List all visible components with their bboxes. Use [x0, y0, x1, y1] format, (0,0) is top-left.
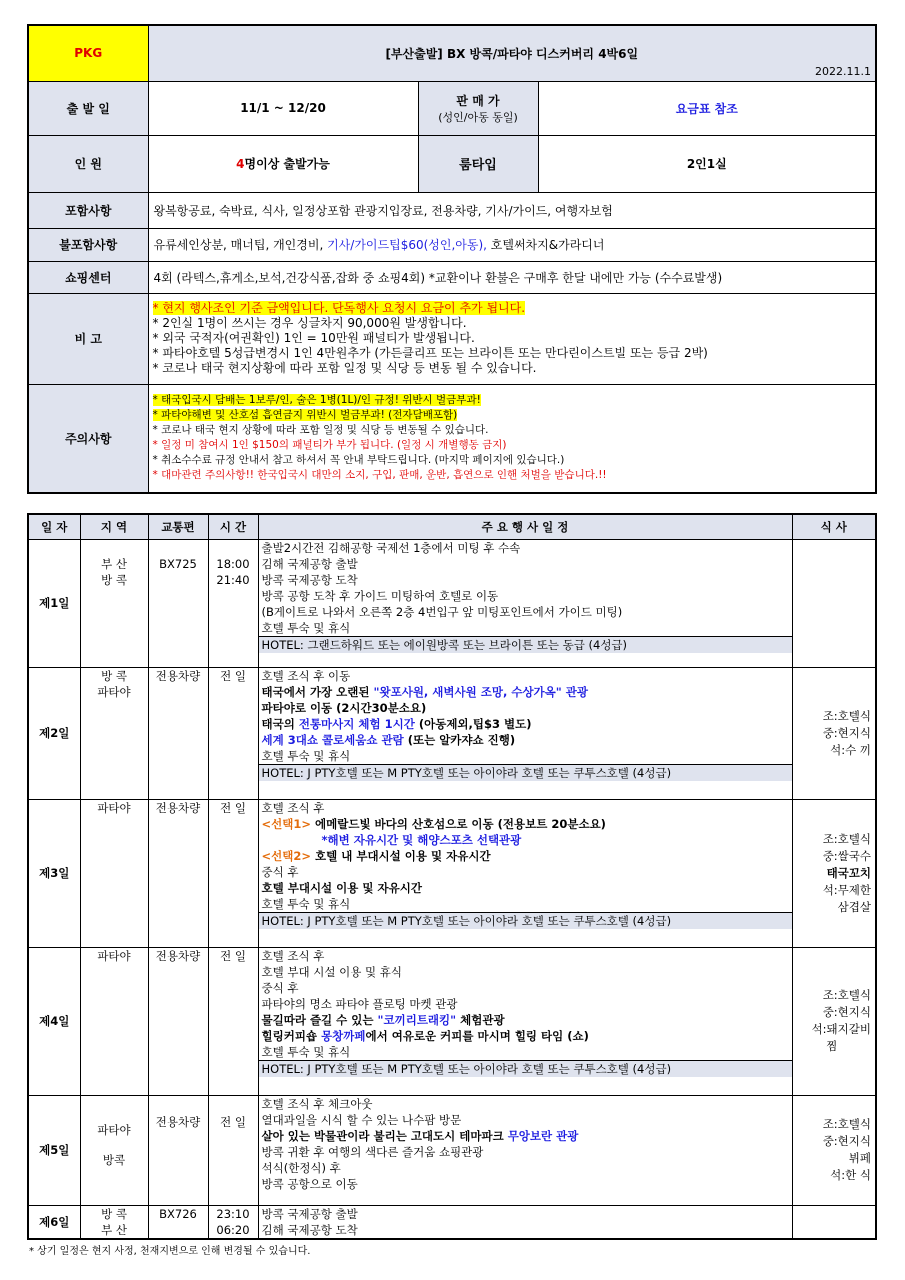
- day-label: 제3일: [28, 799, 80, 947]
- remark-item: * 2인실 1명이 쓰시는 경우 싱글차지 90,000원 발생합니다.: [152, 316, 467, 330]
- itinerary: [258, 1095, 792, 1205]
- day6-row: [28, 1205, 876, 1239]
- include-value: 왕복항공료, 숙박료, 식사, 일정상포함 관광지입장료, 전용차량, 기사/가이드, 여행자보험: [148, 192, 876, 228]
- itinerary-item: (B게이트로 나와서 오른쪽 2층 4번입구 앞 미팅포인트에서 가이드 미팅): [261, 604, 623, 619]
- include-label: 포함사항: [28, 192, 148, 228]
- itinerary-item: 호텔 투숙 및 휴식: [261, 748, 351, 763]
- itinerary-item: *해변 자유시간 및 해양스포츠 선택관광: [321, 832, 522, 847]
- transport: 전용차량: [148, 1095, 208, 1205]
- col-transport: 교통편: [148, 514, 208, 539]
- caution-label: 주의사항: [28, 384, 148, 493]
- day1-row: [28, 539, 876, 667]
- itinerary-item: 호텔 조식 후: [261, 800, 325, 815]
- meal: 조:호텔식 중:쌀국수 태국꼬치 석:무제한 삼겹살: [792, 799, 876, 947]
- transport: 전용차량: [148, 947, 208, 1095]
- meal: 조:호텔식 중:현지식 석:수 끼: [792, 667, 876, 799]
- title-text: [부산출발] BX 방콕/파타야 디스커버리 4박6일: [385, 46, 639, 61]
- pkg-label: PKG: [28, 25, 148, 81]
- itinerary-item: 호텔 조식 후 이동: [261, 668, 351, 683]
- region: 방 콕 부 산: [80, 1205, 148, 1239]
- remark-list: [148, 293, 876, 384]
- col-day: 일 자: [28, 514, 80, 539]
- itinerary: [258, 799, 792, 947]
- caution-item: * 태국입국시 담배는 1보루/인, 술은 1병(1L)/인 규정! 위반시 벌금부과!: [152, 394, 481, 407]
- exclude-label: 불포함사항: [28, 228, 148, 261]
- itinerary-item: 힐링커피숍 몽창까페에서 여유로운 커피를 마시며 힐링 타임 (쇼): [261, 1028, 589, 1043]
- hotel-line: HOTEL: J PTY호텔 또는 M PTY호텔 또는 아이야라 호텔 또는 쿠투스호텔 (4성급): [259, 912, 792, 929]
- time: 전 일: [208, 667, 258, 799]
- itinerary-item: 태국의 전통마사지 체험 1시간 (아동제외,팁$3 별도): [261, 716, 532, 731]
- price-value: 요금표 참조: [538, 81, 876, 135]
- itinerary-item: 출발2시간전 김해공항 국제선 1층에서 미팅 후 수속: [261, 540, 521, 555]
- itinerary: [258, 539, 792, 667]
- remark-item: * 현지 행사조인 기준 금액입니다. 단독행사 요청시 요금이 추가 됩니다.: [152, 301, 526, 315]
- itinerary-item: 중식 후: [261, 864, 299, 879]
- caution-item: * 코로나 태국 현지 상황에 따라 포함 일정 및 식당 등 변동될 수 있습니다.: [152, 424, 489, 437]
- day-label: 제4일: [28, 947, 80, 1095]
- meal: 조:호텔식 중:현지식 석:돼지갈비 찜: [792, 947, 876, 1095]
- day-label: 제2일: [28, 667, 80, 799]
- itinerary-item: 호텔 투숙 및 휴식: [261, 896, 351, 911]
- exclude-cell: [148, 228, 876, 261]
- departure-label: 출 발 일: [28, 81, 148, 135]
- shop-value: 4회 (라텍스,휴게소,보석,건강식품,잡화 중 쇼핑4회) *교환이나 환불은 구매후 한달 내에만 가능 (수수료발생): [148, 261, 876, 293]
- hotel-line: HOTEL: 그랜드하워드 또는 에이원방콕 또는 브라이튼 또는 동급 (4성급): [259, 636, 792, 653]
- itinerary-item: 호텔 부대시설 이용 및 자유시간: [261, 880, 422, 895]
- price-label: 판 매 가: [456, 93, 500, 108]
- footer-note: * 상기 일정은 현지 사정, 천재지변으로 인해 변경될 수 있습니다.: [29, 1246, 311, 1257]
- remark-item: * 코로나 태국 현지상황에 따라 포함 일정 및 식당 등 변동 될 수 있습니다.: [152, 361, 537, 375]
- region: 부 산 방 콕: [80, 539, 148, 667]
- meal: [792, 539, 876, 667]
- itinerary-item: <선택2> 호텔 내 부대시설 이용 및 자유시간: [261, 848, 491, 863]
- caution-item: * 대마관련 주의사항!! 한국입국시 대만의 소지, 구입, 판매, 운반, 흡연으로 인핸 처벌을 받습니다.!!: [152, 469, 607, 482]
- price-label-cell: [418, 81, 538, 135]
- itinerary-item: <선택1> 에메랄드빛 바다의 산호섬으로 이동 (전용보트 20분소요): [261, 816, 606, 831]
- caution-item: * 파타야해변 및 산호섬 흡연금지 위반시 벌금부과! (전자담배포함): [152, 409, 458, 422]
- transport: 전용차량: [148, 667, 208, 799]
- itinerary-item: 방콕 공항으로 이동: [261, 1176, 358, 1191]
- transport: BX726: [148, 1205, 208, 1239]
- itinerary-item: 호텔 조식 후: [261, 948, 325, 963]
- itinerary-item: 태국에서 가장 오랜된 "왓포사원, 새벽사원 조망, 수상가옥" 관광: [261, 684, 588, 699]
- people-num: 4: [236, 157, 245, 171]
- meal: 조:호텔식 중:현지식 뷔페 석:한 식: [792, 1095, 876, 1205]
- day3-row: [28, 799, 876, 947]
- itinerary-item: 열대과일을 시식 할 수 있는 나수팜 방문: [261, 1112, 462, 1127]
- transport: 전용차량: [148, 799, 208, 947]
- summary-table: [27, 24, 877, 494]
- hotel-line: HOTEL: J PTY호텔 또는 M PTY호텔 또는 아이야라 호텔 또는 쿠투스호텔 (4성급): [259, 1060, 792, 1077]
- caution-item: * 취소수수료 규정 안내서 참고 하셔서 꼭 안내 부탁드립니다. (마지막 페이지에 있습니다.): [152, 454, 565, 467]
- day-label: 제6일: [28, 1205, 80, 1239]
- exclude-c: 호텔써차지&가라디너: [486, 238, 605, 252]
- schedule-table: [27, 513, 877, 1240]
- region: 파타야: [80, 799, 148, 947]
- doc-date: 2022.11.1: [815, 64, 872, 78]
- day4-row: [28, 947, 876, 1095]
- itinerary-item: 방콕 국제공항 도착: [261, 572, 358, 587]
- itinerary-item: 살아 있는 박물관이라 불리는 고대도시 테마파크 무앙보란 관광: [261, 1128, 579, 1143]
- itinerary-item: 방콕 공항 도착 후 가이드 미팅하여 호텔로 이동: [261, 588, 499, 603]
- region: 파타야 방콕: [80, 1095, 148, 1205]
- itinerary-item: 세계 3대쇼 콜로세움쇼 관람 (또는 알카쟈쇼 진행): [261, 732, 516, 747]
- exclude-b: 기사/가이드팁$60(성인,아동),: [327, 238, 487, 252]
- itinerary: [258, 1205, 792, 1239]
- itinerary-item: 호텔 투숙 및 휴식: [261, 1044, 351, 1059]
- col-region: 지 역: [80, 514, 148, 539]
- caution-item: * 일정 미 참여시 1인 $150의 패널티가 부가 됩니다. (일정 시 개별행동 금지): [152, 439, 507, 452]
- shop-label: 쇼핑센터: [28, 261, 148, 293]
- time: 전 일: [208, 947, 258, 1095]
- col-meal: 식 사: [792, 514, 876, 539]
- time: 23:10 06:20: [208, 1205, 258, 1239]
- itinerary-item: 김해 국제공항 출발: [261, 556, 358, 571]
- itinerary-item: 호텔 조식 후 체크아웃: [261, 1096, 373, 1111]
- remark-label: 비 고: [28, 293, 148, 384]
- day-label: 제5일: [28, 1095, 80, 1205]
- caution-list: [148, 384, 876, 493]
- itinerary-item: 호텔 부대 시설 이용 및 휴식: [261, 964, 402, 979]
- schedule-header: [28, 514, 876, 539]
- room-value: 2인1실: [538, 135, 876, 192]
- itinerary: [258, 947, 792, 1095]
- time: 전 일: [208, 799, 258, 947]
- itinerary: [258, 667, 792, 799]
- transport: BX725: [148, 539, 208, 667]
- time: 전 일: [208, 1095, 258, 1205]
- remark-item: * 파타야호텔 5성급변경시 1인 4만원추가 (가든클리프 또는 브라이튼 또는 만다린이스트빌 또는 등급 2박): [152, 346, 708, 360]
- itinerary-item: 호텔 투숙 및 휴식: [261, 620, 351, 635]
- itinerary-item: 방콕 귀환 후 여행의 색다른 즐거움 쇼핑관광: [261, 1144, 484, 1159]
- room-label: 룸타입: [418, 135, 538, 192]
- itinerary-item: 중식 후: [261, 980, 299, 995]
- page-title: [148, 25, 876, 81]
- hotel-line: HOTEL: J PTY호텔 또는 M PTY호텔 또는 아이야라 호텔 또는 쿠투스호텔 (4성급): [259, 764, 792, 781]
- col-time: 시 간: [208, 514, 258, 539]
- region: 파타야: [80, 947, 148, 1095]
- people-value: 명이상 출발가능: [244, 157, 330, 171]
- people-label: 인 원: [28, 135, 148, 192]
- col-itinerary: 주 요 행 사 일 정: [258, 514, 792, 539]
- itinerary-item: 파타야로 이동 (2시간30분소요): [261, 700, 427, 715]
- itinerary-item: 물길따라 즐길 수 있는 "코끼리트래킹" 체험관광: [261, 1012, 505, 1027]
- departure-value: 11/1 ~ 12/20: [148, 81, 418, 135]
- meal: [792, 1205, 876, 1239]
- itinerary-item: 파타야의 명소 파타야 플로팅 마켓 관광: [261, 996, 458, 1011]
- itinerary-item: 방콕 국제공항 출발: [261, 1206, 358, 1221]
- day2-row: [28, 667, 876, 799]
- itinerary-item: 김해 국제공항 도착: [261, 1222, 358, 1237]
- day-label: 제1일: [28, 539, 80, 667]
- region: 방 콕 파타야: [80, 667, 148, 799]
- itinerary-item: 석식(한정식) 후: [261, 1160, 341, 1175]
- people-cell: [148, 135, 418, 192]
- exclude-a: 유류세인상분, 매너팁, 개인경비,: [153, 238, 328, 252]
- day5-row: [28, 1095, 876, 1205]
- remark-item: * 외국 국적자(여권확인) 1인 = 10만원 패널티가 발생됩니다.: [152, 331, 475, 345]
- price-sub: (성인/아동 동일): [438, 110, 518, 124]
- time: 18:00 21:40: [208, 539, 258, 667]
